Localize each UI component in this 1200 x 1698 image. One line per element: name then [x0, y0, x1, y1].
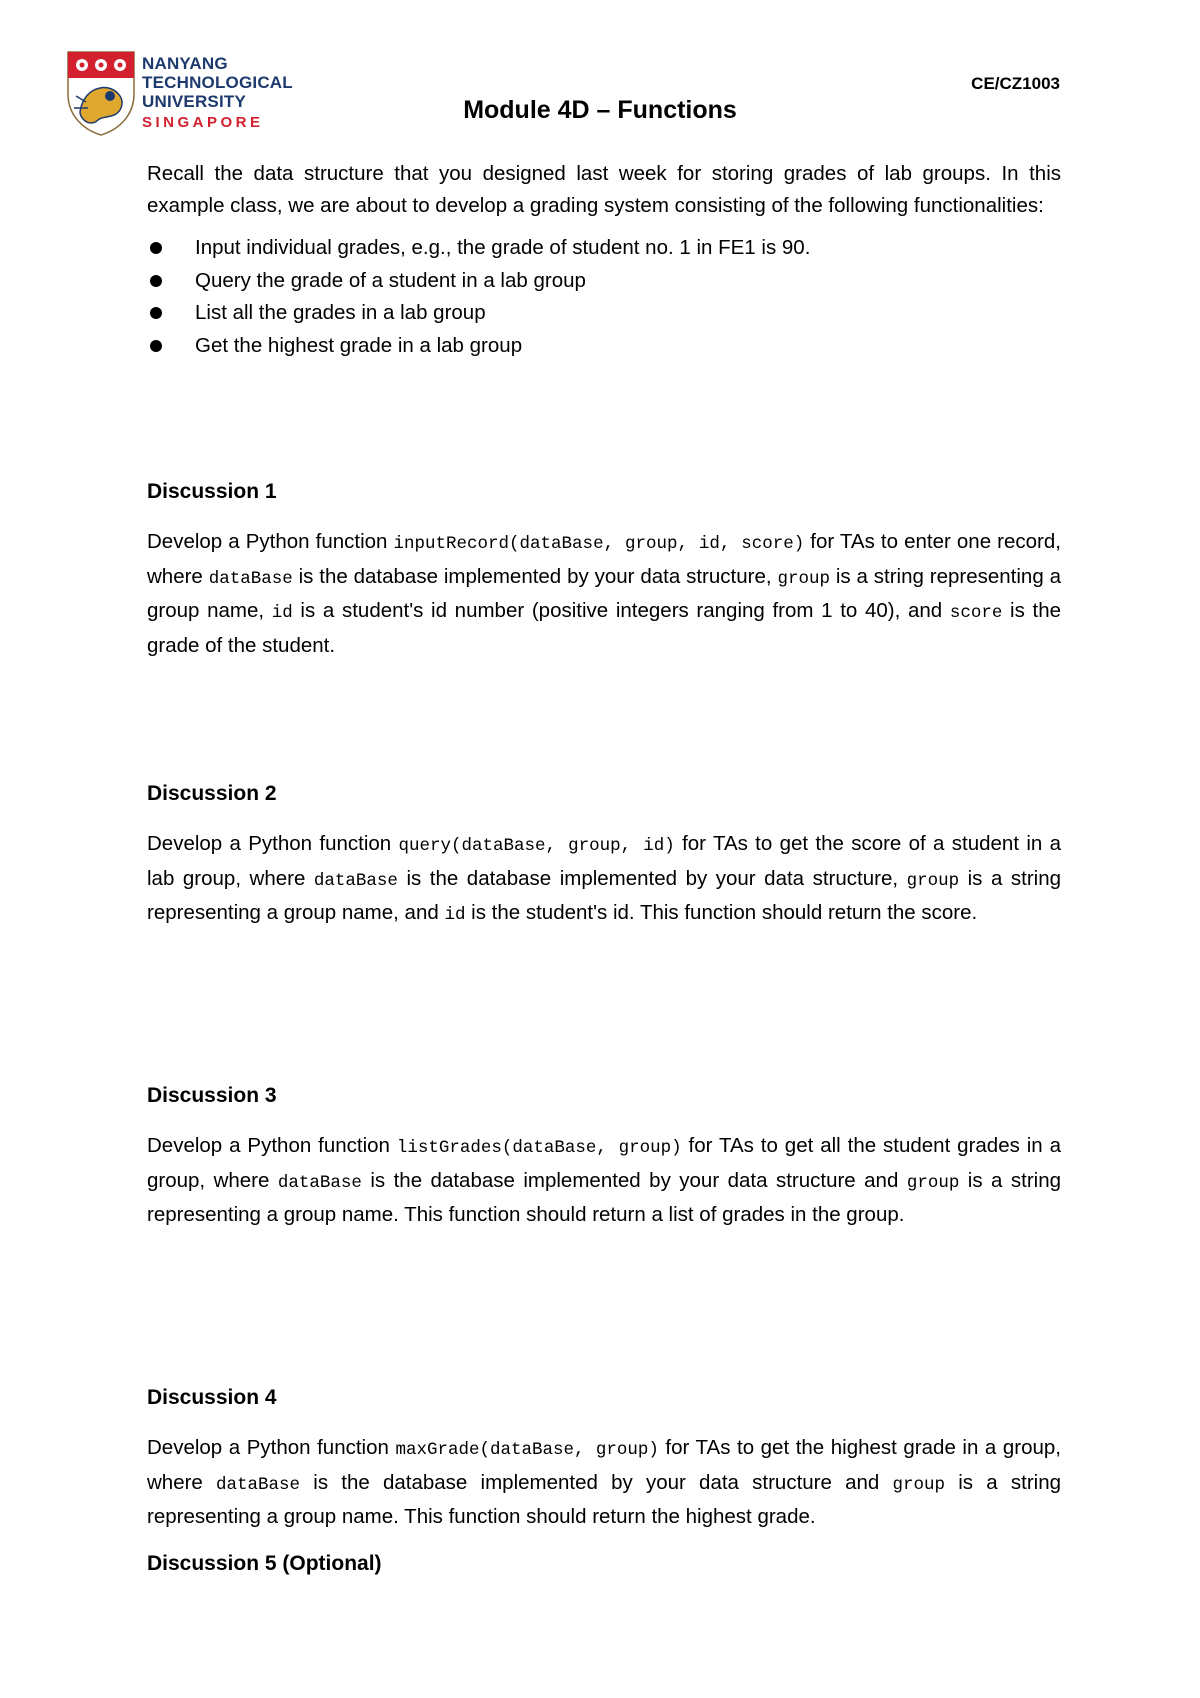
list-item — [147, 265, 1061, 298]
body-text: is the database implemented by your data structure and — [361, 1168, 907, 1192]
body-text: is the student's id. This function should return the score. — [465, 901, 978, 924]
discussion-2-title: Discussion 2 — [147, 782, 277, 805]
code-term: group — [777, 568, 830, 589]
discussion-4-body — [147, 1432, 1061, 1533]
body-text: is the database implemented by your data structure, — [397, 866, 907, 890]
code-term: group — [906, 870, 960, 891]
code-term: id — [444, 905, 466, 925]
list-item — [147, 297, 1061, 330]
body-text: is a student's id number (positive integers ranging from 1 to 40), and — [292, 599, 950, 622]
body-text: is a string representing a group name, and — [147, 866, 1062, 924]
function-signature: listGrades(dataBase, group) — [396, 1138, 682, 1158]
list-item-text: Query the grade of a student in a lab group — [195, 268, 586, 292]
discussion-2-section — [147, 780, 1061, 932]
bullet-icon — [150, 307, 162, 319]
code-term: dataBase — [277, 1172, 362, 1193]
logo-text-nanyang: NANYANG — [142, 54, 228, 73]
discussion-1-body — [147, 526, 1061, 661]
code-term: dataBase — [216, 1474, 301, 1495]
list-item-text: Input individual grades, e.g., the grade of student no. 1 in FE1 is 90. — [195, 236, 811, 259]
body-text: Develop a Python function — [147, 832, 399, 855]
body-text: Develop a Python function — [147, 1134, 397, 1157]
logo-text-singapore: SINGAPORE — [142, 114, 264, 131]
discussion-5-section — [147, 1550, 1061, 1578]
body-text: is a string representing a group name. This function should return a list of grades in the group. — [147, 1168, 1062, 1226]
discussion-5-title: Discussion 5 (Optional) — [147, 1552, 382, 1575]
body-text: for TAs to get the highest grade in a group, where — [147, 1436, 1061, 1494]
body-text: is a string representing a group name. This function should return the highest grade. — [147, 1470, 1062, 1528]
code-term: dataBase — [313, 870, 398, 891]
code-term: group — [906, 1172, 960, 1193]
list-item — [147, 330, 1061, 363]
discussion-3-title: Discussion 3 — [147, 1084, 277, 1107]
logo-text-technological: TECHNOLOGICAL — [142, 73, 293, 92]
body-text: Develop a Python function — [147, 1436, 396, 1459]
university-logo — [66, 50, 306, 140]
discussion-1-section — [147, 478, 1061, 661]
code-term: dataBase — [208, 568, 293, 589]
function-signature: maxGrade(dataBase, group) — [395, 1440, 659, 1460]
discussion-4-section — [147, 1384, 1061, 1533]
page-title: Module 4D – Functions — [463, 96, 737, 124]
body-text: is the database implemented by your data structure, — [292, 564, 778, 588]
body-text: for TAs to get the score of a student in a lab group, where — [147, 832, 1061, 890]
body-text: for TAs to enter one record, where — [147, 530, 1061, 588]
logo-text-university: UNIVERSITY — [142, 92, 247, 111]
bullet-icon — [150, 242, 162, 254]
discussion-3-body — [147, 1130, 1061, 1231]
body-text: is the database implemented by your data structure and — [300, 1470, 893, 1494]
intro-section — [147, 158, 1061, 362]
function-signature: inputRecord(dataBase, group, id, score) — [393, 534, 805, 554]
discussion-1-title: Discussion 1 — [147, 480, 277, 503]
code-term: score — [949, 603, 1003, 623]
course-code: CE/CZ1003 — [971, 74, 1060, 93]
functionality-list — [147, 232, 1061, 362]
code-term: id — [271, 603, 293, 623]
bullet-icon — [150, 275, 162, 287]
body-text: Develop a Python function — [147, 530, 394, 553]
discussion-4-title: Discussion 4 — [147, 1386, 277, 1409]
body-text: is a string representing a group name, — [147, 564, 1061, 622]
list-item-text: Get the highest grade in a lab group — [195, 333, 523, 357]
list-item-text: List all the grades in a lab group — [195, 301, 486, 324]
body-text: is the grade of the student. — [147, 599, 1061, 657]
code-term: group — [892, 1474, 946, 1495]
function-signature: query(dataBase, group, id) — [398, 836, 675, 856]
bullet-icon — [150, 340, 162, 352]
intro-paragraph: Recall the data structure that you designed last week for storing grades of lab groups. In this example class, we are about to develop a grading system consisting of the following functionalities: — [147, 162, 1061, 217]
discussion-3-section — [147, 1082, 1061, 1231]
list-item — [147, 232, 1061, 265]
discussion-2-body — [147, 828, 1061, 932]
body-text: for TAs to get all the student grades in a group, where — [147, 1134, 1062, 1192]
